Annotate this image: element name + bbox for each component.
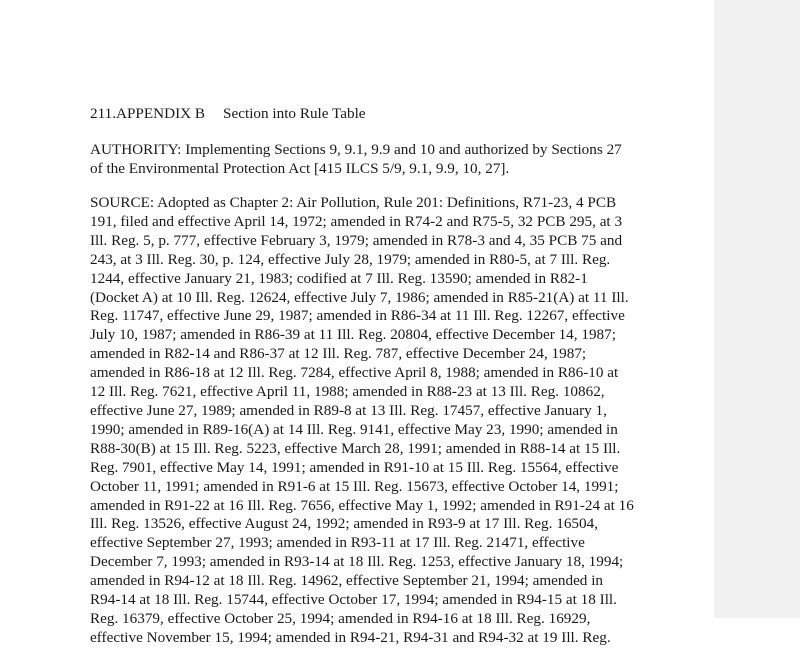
- source-line: effective September 27, 1993; amended in R93-11 at 17 Ill. Reg. 21471, effective: [90, 534, 585, 552]
- source-line: 1244, effective January 21, 1983; codified at 7 Ill. Reg. 13590; amended in R82-1: [90, 269, 588, 287]
- source-line: Ill. Reg. 5, p. 777, effective February 3, 1979; amended in R78-3 and 4, 35 PCB 75 and: [90, 231, 623, 249]
- source-line: 191, filed and effective April 14, 1972; amended in R74-2 and R75-5, 32 PCB 295, at 3: [90, 212, 623, 230]
- source-line: 12 Ill. Reg. 7621, effective April 11, 1988; amended in R88-23 at 13 Ill. Reg. 10862,: [90, 383, 605, 401]
- source-line: SOURCE: Adopted as Chapter 2: Air Pollution, Rule 201: Definitions, R71-23, 4 PCB: [90, 194, 617, 211]
- source-line: (Docket A) at 10 Ill. Reg. 12624, effective July 7, 1986; amended in R85-21(A) at 11 Ill.: [90, 288, 629, 306]
- source-line: Reg. 7901, effective May 14, 1991; amended in R91-10 at 15 Ill. Reg. 15564, effective: [90, 458, 619, 476]
- source-line: effective November 15, 1994; amended in R94-21, R94-31 and R94-32 at 19 Ill. Reg.: [90, 628, 611, 646]
- authority-paragraph: [90, 141, 670, 179]
- source-line: 243, at 3 Ill. Reg. 30, p. 124, effective July 28, 1979; amended in R80-5, at 7 Ill. Reg.: [90, 250, 611, 268]
- section-number: 211.APPENDIX B: [90, 105, 206, 122]
- source-line: Reg. 16379, effective October 25, 1994; amended in R94-16 at 18 Ill. Reg. 16929,: [90, 609, 591, 627]
- source-line: R88-30(B) at 15 Ill. Reg. 5223, effective March 28, 1991; amended in R88-14 at 15 Ill.: [90, 439, 621, 457]
- source-line: July 10, 1987; amended in R86-39 at 11 Ill. Reg. 20804, effective December 14, 1987;: [90, 326, 616, 344]
- authority-line: of the Environmental Protection Act [415 ILCS 5/9, 9.1, 9.9, 10, 27].: [90, 159, 510, 177]
- source-line: Ill. Reg. 13526, effective August 24, 1992; amended in R93-9 at 17 Ill. Reg. 16504,: [90, 515, 599, 533]
- source-line: 1990; amended in R89-16(A) at 14 Ill. Reg. 9141, effective May 23, 1990; amended in: [90, 420, 618, 438]
- section-heading: [90, 104, 366, 123]
- page-edge-shading: [714, 0, 800, 618]
- source-line: Reg. 11747, effective June 29, 1987; amended in R86-34 at 11 Ill. Reg. 12267, effective: [90, 307, 625, 325]
- source-line: December 7, 1993; amended in R93-14 at 18 Ill. Reg. 1253, effective January 18, 1994;: [90, 553, 624, 571]
- source-line: amended in R91-22 at 16 Ill. Reg. 7656, effective May 1, 1992; amended in R91-24 at 16: [90, 496, 634, 514]
- source-line: October 11, 1991; amended in R91-6 at 15 Ill. Reg. 15673, effective October 14, 1991;: [90, 477, 619, 495]
- source-line: amended in R94-12 at 18 Ill. Reg. 14962, effective September 21, 1994; amended in: [90, 572, 604, 590]
- source-paragraph: [90, 194, 670, 648]
- source-line: effective June 27, 1989; amended in R89-8 at 13 Ill. Reg. 17457, effective January 1,: [90, 401, 607, 419]
- source-line: amended in R86-18 at 12 Ill. Reg. 7284, effective April 8, 1988; amended in R86-10 at: [90, 364, 619, 382]
- source-line: amended in R82-14 and R86-37 at 12 Ill. Reg. 787, effective December 24, 1987;: [90, 345, 587, 363]
- authority-line: AUTHORITY: Implementing Sections 9, 9.1, 9.9 and 10 and authorized by Sections 27: [90, 141, 622, 158]
- section-title: Section into Rule Table: [223, 105, 366, 122]
- source-line: R94-14 at 18 Ill. Reg. 15744, effective October 17, 1994; amended in R94-15 at 18 Ill.: [90, 591, 617, 609]
